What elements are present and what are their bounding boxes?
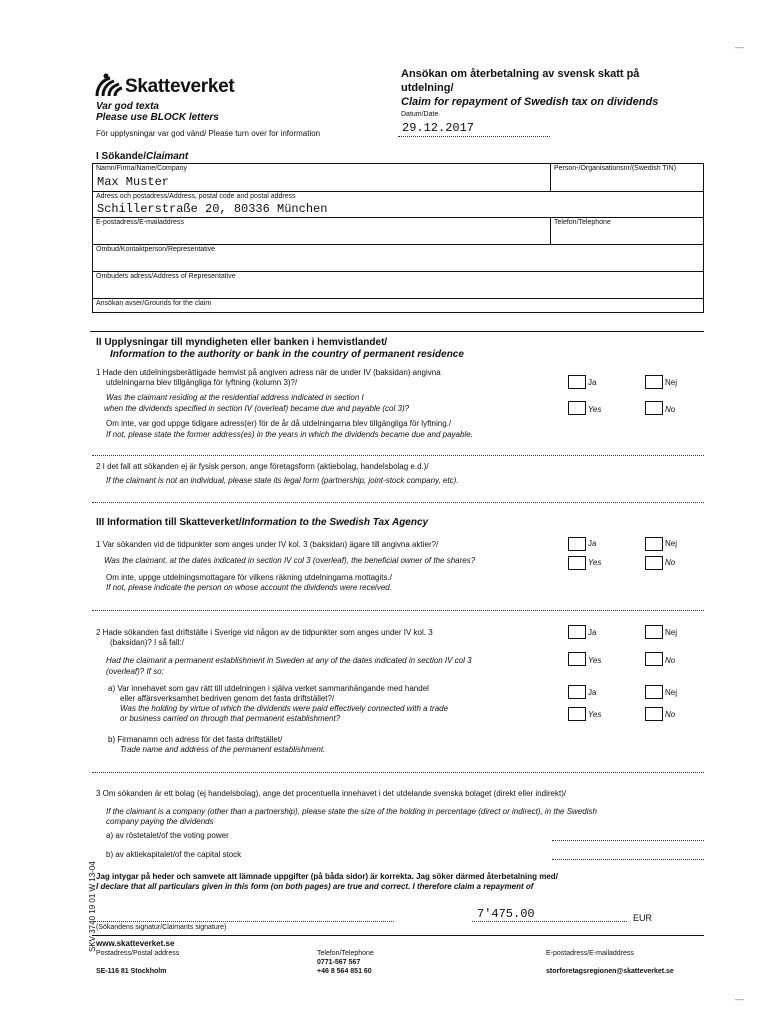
s3-q2-yes-label: Yes [588,656,602,665]
name-value: Max Muster [97,175,170,189]
s2-q1-en-2: when the dividends specified in section IV (overleaf) became due and payable (col 3)? [104,404,410,413]
s3-q2-nej-label: Nej [665,628,678,637]
form-title-sv-1: Ansökan om återbetalning av svensk skatt på [401,68,640,80]
s2-q1-nej-checkbox[interactable] [645,375,663,389]
section-3-heading [96,517,428,528]
instruction-en: Please use BLOCK letters [96,112,219,123]
s2-q1-en-1: Was the claimant residing at the residential address indicated in section I [106,393,364,402]
representative-label: Ombud/Kontaktperson/Representative [96,246,216,253]
section-2-heading-en: Information to the authority or bank in the country of permanent residence [110,349,464,360]
section-2-heading-sv: II Upplysningar till myndigheten eller banken i hemvistlandet/ [96,337,388,348]
s3-q1-note-sv: Om inte, uppge utdelningsmottagare för vilkens räkning utdelningarna mottagits./ [106,573,392,582]
s2-q1-sv-2: utdelningarna blev tillgängliga för lyftning (kolumn 3)?/ [106,378,298,387]
s3-q2b-answer-line[interactable] [92,772,704,773]
s3-q2a-sv-2: eller affärsverksamhet bedriven genom det fasta driftstället?/ [120,694,335,703]
claimant-box [92,163,704,313]
grounds-field[interactable] [93,299,703,312]
s3-q2a-en-2: or business carried on through that permanent establishment? [120,714,341,723]
s2-q1-note-en: If not, please state the former address(es) in the years in which the dividends became due and payable. [106,430,473,439]
logo-wordmark: Skatteverket [125,76,235,97]
representative-address-label: Ombudets adress/Address of Representative [96,273,236,280]
s3-q1-answer-line[interactable] [92,610,704,611]
footer-phone-label: Telefon/Telephone [317,950,374,957]
email-field[interactable] [93,218,551,245]
s3-q1-yes-label: Yes [588,558,602,567]
website-link[interactable]: www.skatteverket.se [96,939,175,948]
s3-q3b-label: b) av aktiekapitalet/of the capital stock [106,850,242,859]
grounds-label: Ansökan avser/Grounds for the claim [96,300,212,307]
s3-q2b-sv: b) Firmanamn och adress för det fasta driftstället/ [108,735,283,744]
s3-q3-sv: 3 Om sökanden är ett bolag (ej handelsbolag), ange det procentuella innehavet i det utdelande svenska bolaget (direkt eller indirekt)/ [96,789,567,798]
postal-value: SE-116 81 Stockholm [96,968,167,975]
s3-q1-sv: 1 Var sökanden vid de tidpunkter som anges under IV kol. 3 (baksidan) ägare till angivna aktier?/ [96,540,439,549]
footer-email-value[interactable]: storforetagsregionen@skatteverket.se [546,968,674,975]
date-underline [398,136,550,137]
form-title-en: Claim for repayment of Swedish tax on dividends [401,96,659,108]
s3-q2-no-checkbox[interactable] [645,652,663,666]
representative-field[interactable] [93,245,703,272]
s3-q1-nej-checkbox[interactable] [645,537,663,551]
s3-q1-nej-label: Nej [665,539,678,548]
s3-q2-no-label: No [665,656,676,665]
date-label: Datum/Date [401,111,439,118]
signature-label: (Sökandens signatur/Claimants signature) [96,924,227,931]
section-1-heading-sv: I Sökande/ [96,151,147,162]
section-2-rule [90,331,704,332]
section-3-heading-sv: III Information till Skatteverket/ [96,517,242,528]
form-code: SKV 3740 19 01 W 13-04 [88,861,97,952]
s3-q2a-no-label: No [665,710,676,719]
voting-power-field[interactable] [552,840,704,841]
email-label: E-postadress/E-mailaddress [96,219,184,226]
s3-q1-ja-label: Ja [588,539,597,548]
s2-q1-ja-label: Ja [588,378,597,387]
s3-q3a-label: a) av röstetalet/of the voting power [106,831,229,840]
s3-q2b-en: Trade name and address of the permanent establishment. [120,745,326,754]
s3-q2-en-1: Had the claimant a permanent establishment in Sweden at any of the dates indicated in section IV col 3 [106,656,472,665]
address-label: Adress och postadress/Address, postal code and postal address [96,193,296,200]
phone-field[interactable] [551,218,703,245]
s2-q2-en: If the claimant is not an individual, please state its legal form (partnership, joint-stock company, etc). [106,476,459,485]
page-mark-bottom: — [735,994,744,1004]
info-note: För upplysningar var god vänd/ Please turn over for information [96,129,321,138]
s2-q1-no-label: No [665,405,676,414]
page-mark-top: — [735,42,744,52]
currency: EUR [633,913,653,923]
s3-q2a-no-checkbox[interactable] [645,707,663,721]
s2-q1-answer-line[interactable] [92,455,704,456]
s2-q2-answer-line[interactable] [92,502,704,503]
s3-q3-en-1: If the claimant is a company (other than a partnership), please state the size of the holding in percentage (direct or indirect), in the Swedish [106,807,597,816]
s2-q1-nej-label: Nej [665,378,678,387]
claim-amount-line [472,921,627,922]
s3-q1-no-label: No [665,558,676,567]
date-field[interactable]: 29.12.2017 [402,121,475,135]
section-1-heading [96,151,188,162]
section-1-heading-en: Claimant [146,151,189,162]
declaration-sv: Jag intygar på heder och samvete att lämnade uppgifter (på båda sidor) är korrekta. Jag söker därmed återbetalning med/ [96,872,558,881]
s3-q2a-ja-checkbox[interactable] [568,685,586,699]
s3-q2a-sv-1: a) Var innehavet som gav rätt till utdelningen i själva verket sammanhängande med handel [108,684,429,693]
s3-q2-en-2: (overleaf)? If so: [106,667,164,676]
s3-q2a-en-1: Was the holding by virtue of which the dividends were paid effectively connected with a trade [120,704,449,713]
instruction-sv: Var god texta [96,101,159,112]
s3-q1-note-en: If not, please indicate the person on whose account the dividends were received. [106,583,392,592]
s3-q2-sv-1: 2 Hade sökanden fast driftställe i Sverige vid någon av de tidpunkter som anges under IV kol. 3 [96,628,433,637]
s3-q2a-ja-label: Ja [588,688,597,697]
s3-q1-ja-checkbox[interactable] [568,537,586,551]
footer-email-label: E-postadress/E-mailaddress [546,950,634,957]
declaration-en: I declare that all particulars given in this form (on both pages) are true and correct. I therefore claim a repayment of [96,882,534,891]
s3-q2a-nej-label: Nej [665,688,678,697]
s3-q2a-nej-checkbox[interactable] [645,685,663,699]
claim-amount[interactable]: 7'475.00 [477,907,535,921]
capital-stock-field[interactable] [552,859,704,860]
s3-q2-sv-2: (baksidan)? I så fall:/ [110,638,184,647]
tin-field[interactable] [551,164,703,192]
crown-icon [94,72,124,98]
s2-q1-sv-1: 1 Hade den utdelningsberättigade hemvist på angiven adress när de under IV (baksidan) angivna [96,368,441,377]
name-label: Namn/Firma/Name/Company [96,165,188,172]
address-field[interactable] [93,192,703,218]
tin-label: Person-/Organisationsnr/(Swedish TIN) [554,165,677,172]
footer-phone-1: 0771-567 567 [317,959,361,966]
section-3-heading-en: Information to the Swedish Tax Agency [241,517,429,528]
s2-q1-yes-checkbox[interactable] [568,401,586,415]
footer-rule [92,935,704,936]
s3-q2-ja-label: Ja [588,628,597,637]
s3-q1-no-checkbox[interactable] [645,556,663,570]
postal-label: Postadress/Postal address [96,950,180,957]
s3-q2-ja-checkbox[interactable] [568,625,586,639]
address-value: Schillerstraße 20, 80336 München [97,202,328,216]
s3-q3-en-2: company paying the dividends [106,817,214,826]
signature-line[interactable] [94,921,394,922]
s2-q1-note-sv: Om inte, var god uppge tidigare adress(er) för de år då utdelningarna blev tillgängliga för lyftning./ [106,419,452,428]
name-field[interactable] [93,164,551,192]
s2-q1-no-checkbox[interactable] [645,401,663,415]
form-title-sv-2: utdelning/ [401,82,454,94]
s3-q1-yes-checkbox[interactable] [568,556,586,570]
s2-q1-ja-checkbox[interactable] [568,375,586,389]
s3-q2-yes-checkbox[interactable] [568,652,586,666]
s3-q2-nej-checkbox[interactable] [645,625,663,639]
s3-q2a-yes-checkbox[interactable] [568,707,586,721]
s2-q2-sv: 2 I det fall att sökanden ej är fysisk person, ange företagsform (aktiebolag, handelsbolag e.d.)/ [96,462,429,471]
s2-q1-yes-label: Yes [588,405,602,414]
representative-address-field[interactable] [93,272,703,299]
s3-q2a-yes-label: Yes [588,710,602,719]
s3-q1-en: Was the claimant, at the dates indicated in section IV col 3 (overleaf), the beneficial owner of the shares? [104,556,476,565]
footer-phone-2: +46 8 564 851 60 [317,968,372,975]
phone-label: Telefon/Telephone [554,219,611,226]
